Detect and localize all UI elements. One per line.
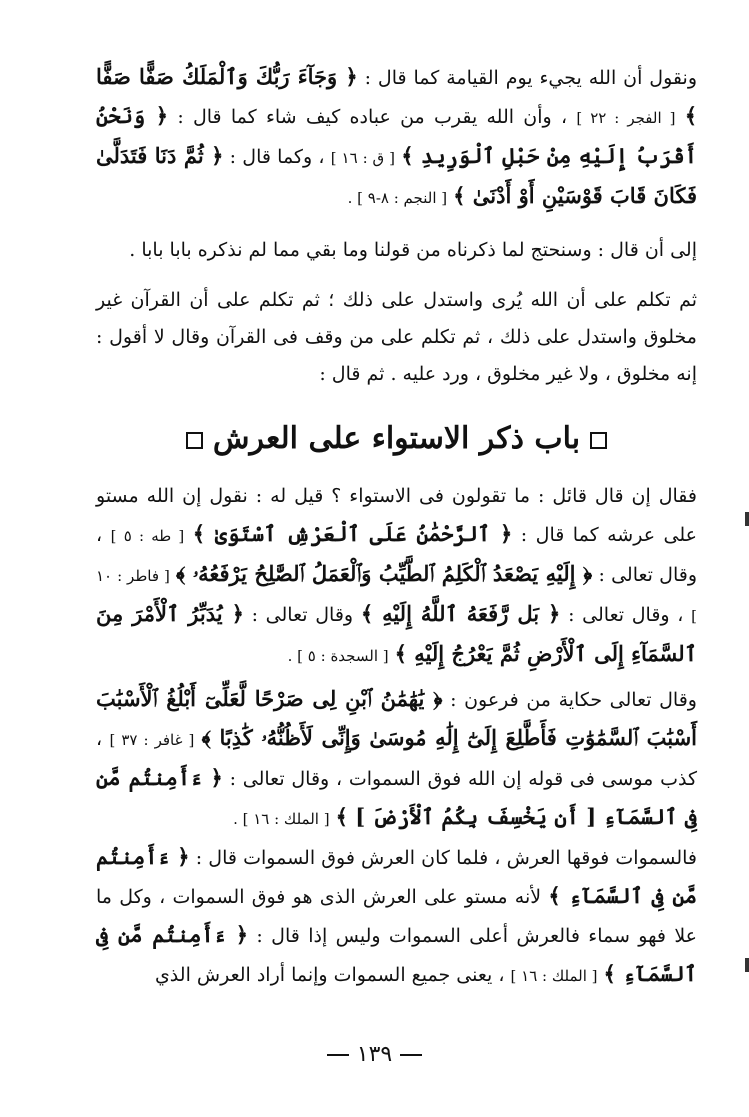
verse-reference: [ الفجر : ٢٢ ] bbox=[576, 109, 676, 127]
text-span: ونقول أن الله يجيء يوم القيامة كما قال : bbox=[364, 67, 698, 89]
square-ornament-icon bbox=[590, 432, 607, 449]
dash-ornament bbox=[327, 1054, 349, 1056]
paragraph-2 bbox=[96, 232, 697, 269]
paragraph-3 bbox=[96, 282, 697, 393]
quran-verse: ﴿ ءَأَمِنتُم مَّن فِى ٱلسَّمَآءِ ﴾ bbox=[96, 922, 697, 986]
paragraph-3-text: ثم تكلم على أن الله يُرى واستدل على ذلك ؛ ثم تكلم على أن القرآن غير مخلوق واستدل على ذلك ، ثم تكلم على من وقف فى القرآن وقال لا أقول : إنه مخلوق ، ولا غير مخلوق ، ورد عليه . ثم قال : bbox=[96, 289, 697, 385]
text-span: ، يعنى جميع السموات وإنما أراد العرش الذي bbox=[154, 964, 505, 986]
text-span: وقال تعالى حكاية من فرعون : bbox=[450, 689, 697, 711]
quran-verse: ﴿ يَٰهَٰمَٰنُ ٱبْنِ لِى صَرْحًا لَّعَلِّىٓ أَبْلُغُ ٱلْأَسْبَٰبَ أَسْبَٰبَ ٱلسَّمَٰوَٰتِ فَأَطَّلِعَ إِلَىٰٓ إِلَٰهِ مُوسَىٰ وَإِنِّى لَأَظُنُّهُۥ كَٰذِبًا ﴾ bbox=[96, 686, 698, 750]
text-span: ، وقال تعالى : bbox=[568, 604, 684, 626]
text-span: ، وأن الله يقرب من عباده كيف شاء كما قال : bbox=[177, 106, 568, 128]
text-span: وقال تعالى : bbox=[251, 604, 354, 626]
quran-verse: ﴿ ٱلرَّحْمَٰنُ عَلَى ٱلْعَرْشِ ٱسْتَوَىٰ ﴾ bbox=[192, 521, 513, 546]
text-span: لأنه مستو على العرش الذى هو فوق السموات ، وكل ما علا فهو سماء فالعرش أعلى السموات وليس إذا قال : bbox=[96, 886, 697, 947]
verse-reference: [ غافر : ٣٧ ] bbox=[109, 731, 195, 749]
paragraph-2-text: إلى أن قال : وسنحتج لما ذكرناه من قولنا وما بقي مما لم نذكره بابا بابا . bbox=[129, 239, 697, 261]
verse-reference: [ السجدة : ٥ ] . bbox=[287, 647, 389, 665]
square-ornament-icon bbox=[186, 432, 203, 449]
verse-reference: [ الملك : ١٦ ] . bbox=[233, 810, 330, 828]
chapter-heading-text: باب ذكر الاستواء على العرش bbox=[212, 421, 581, 456]
paragraph-4-text bbox=[96, 478, 697, 675]
text-span: ، وكما قال : bbox=[229, 146, 325, 168]
dash-ornament bbox=[400, 1054, 422, 1056]
page-number: ١٣٩ bbox=[356, 1042, 393, 1067]
paragraph-1 bbox=[96, 58, 697, 217]
text-span: فالسموات فوقها العرش ، فلما كان العرش فوق السموات قال : bbox=[195, 847, 697, 869]
text-span: ، وقال تعالى : bbox=[96, 524, 697, 586]
quran-verse: ﴿ ءَأَمِنتُم مَّن فِى ٱلسَّمَآءِ ﴾ bbox=[96, 844, 697, 908]
paragraph-6 bbox=[96, 838, 697, 995]
quran-verse: ﴿ وَجَآءَ رَبُّكَ وَٱلْمَلَكُ صَفًّا صَفًّا ﴾ bbox=[96, 64, 698, 128]
scan-edge-mark bbox=[745, 958, 749, 972]
scan-edge-mark bbox=[745, 512, 749, 526]
quran-verse: ﴿ ثُمَّ دَنَا فَتَدَلَّىٰ فَكَانَ قَابَ قَوْسَيْنِ أَوْ أَدْنَىٰ ﴾ bbox=[96, 143, 697, 208]
text-span: ، كذب موسى فى قوله إن الله فوق السموات ، وقال تعالى : bbox=[96, 728, 697, 790]
verse-reference: [ طه : ٥ ] bbox=[110, 527, 185, 545]
paragraph-6-text bbox=[96, 838, 697, 995]
verse-reference: [ ق : ١٦ ] bbox=[330, 149, 395, 167]
page-footer bbox=[0, 1040, 749, 1070]
paragraph-1-text bbox=[96, 58, 697, 217]
paragraph-5-text bbox=[96, 680, 697, 838]
quran-verse: ﴿ يُدَبِّرُ ٱلْأَمْرَ مِنَ ٱلسَّمَآءِ إِلَى ٱلْأَرْضِ ثُمَّ يَعْرُجُ إِلَيْهِ ﴾ bbox=[96, 601, 697, 666]
quran-verse: ﴿ وَنَحْنُ أَقْرَبُ إِلَيْهِ مِنْ حَبْلِ ٱلْوَرِيدِ ﴾ bbox=[96, 103, 698, 168]
chapter-heading bbox=[96, 414, 697, 464]
verse-reference: [ فاطر : ١٠ ] bbox=[96, 567, 697, 625]
verse-reference: [ النجم : ٨-٩ ] . bbox=[347, 189, 448, 207]
text-span: فقال إن قال قائل : ما تقولون فى الاستواء ؟ قيل له : نقول إن الله مستو على عرشه كما قال : bbox=[96, 485, 697, 546]
quran-verse: ﴿ بَل رَّفَعَهُ ٱللَّهُ إِلَيْهِ ﴾ bbox=[360, 601, 561, 626]
quran-verse: ﴿ ءَأَمِنتُم مَّن فِى ٱلسَّمَآءِ [ أَن يَخْسِفَ بِكُمُ ٱلْأَرْضَ ] ﴾ bbox=[96, 765, 697, 829]
verse-reference: [ الملك : ١٦ ] bbox=[510, 967, 598, 985]
paragraph-4 bbox=[96, 478, 697, 675]
paragraph-5 bbox=[96, 680, 697, 838]
quran-verse: ﴿ إِلَيْهِ يَصْعَدُ ٱلْكَلِمُ ٱلطَّيِّبُ وَٱلْعَمَلُ ٱلصَّٰلِحُ يَرْفَعُهُۥ ﴾ bbox=[176, 561, 593, 586]
